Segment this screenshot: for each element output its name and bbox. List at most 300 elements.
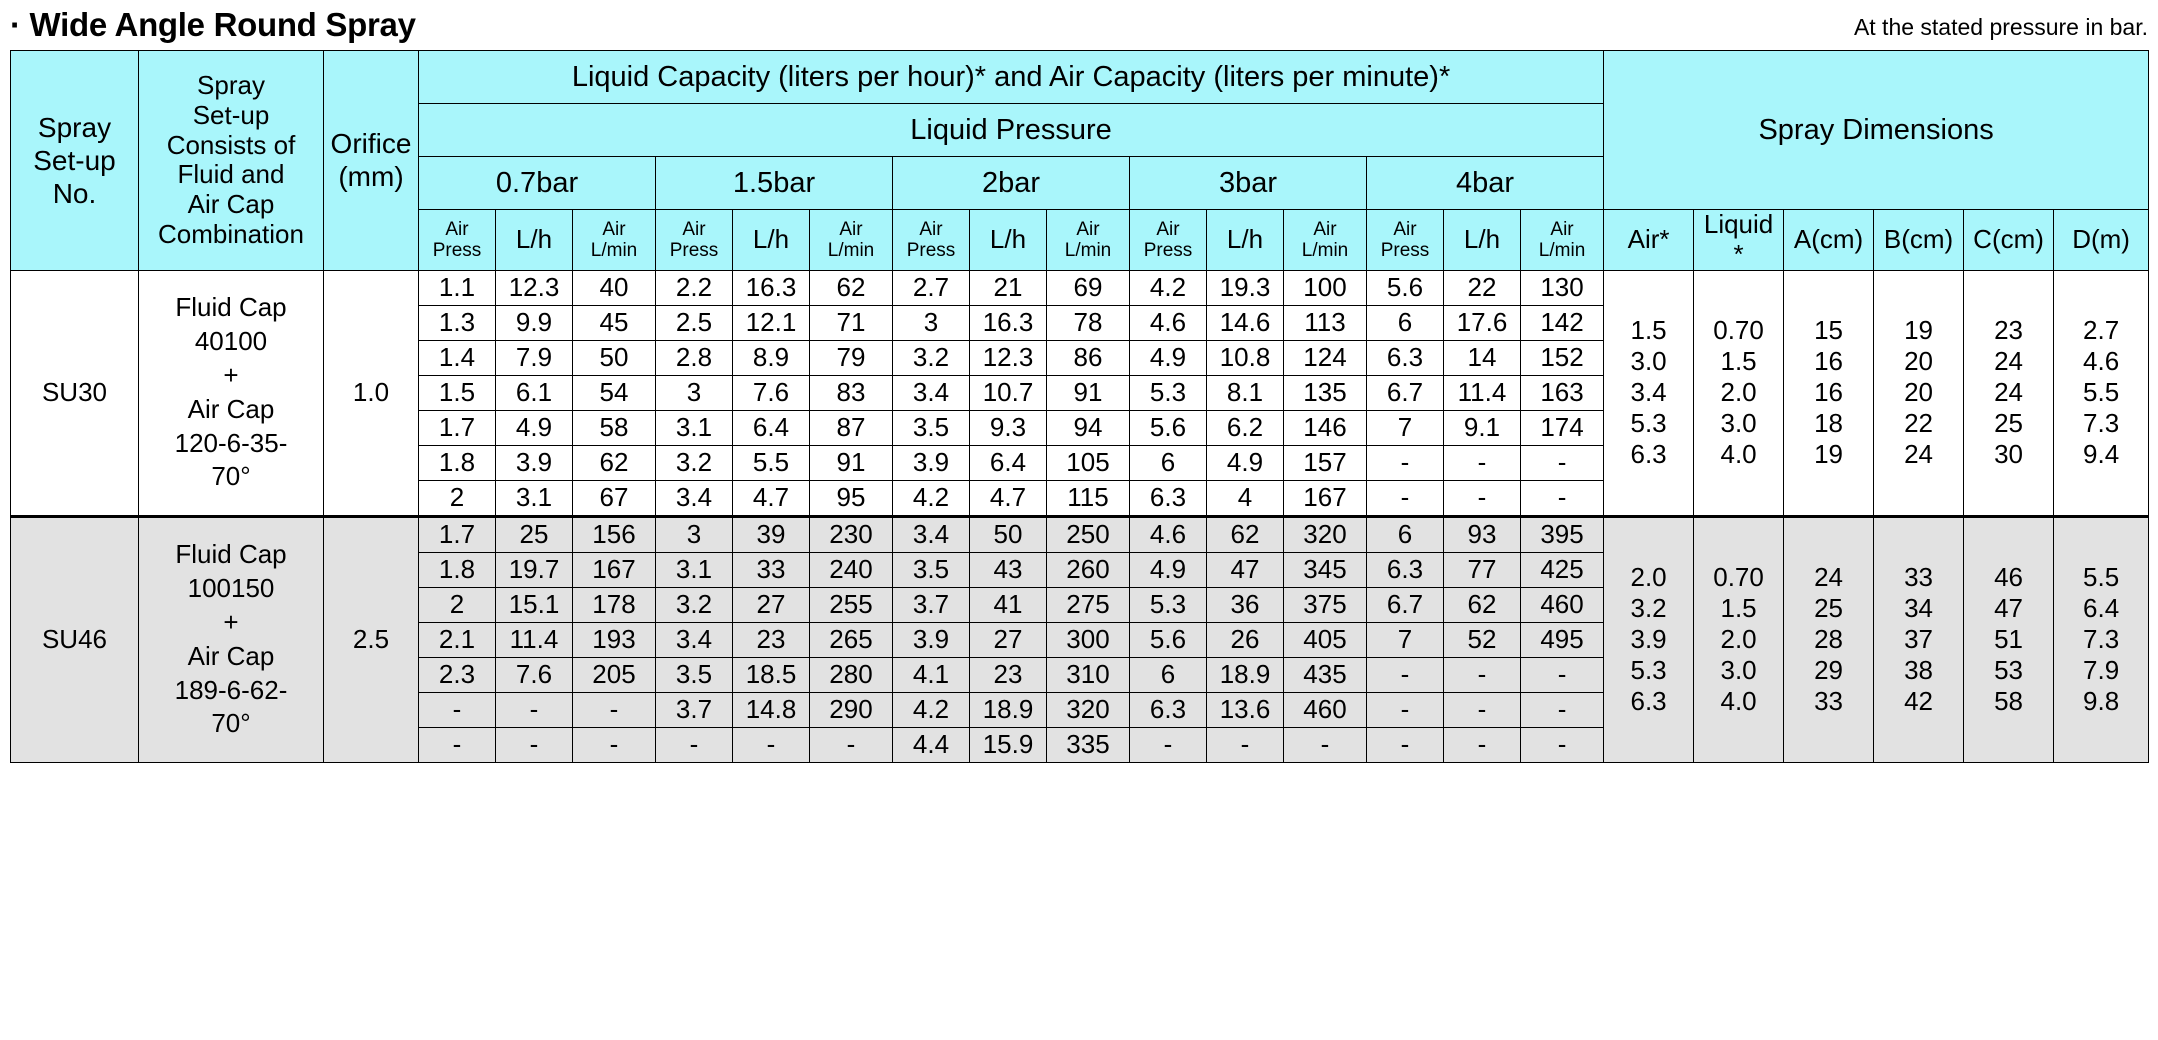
header-dim-liquid — [1694, 210, 1784, 271]
cell-value: - — [1367, 657, 1444, 692]
header-line: Orifice — [330, 128, 412, 160]
cell-value: 45 — [573, 305, 656, 340]
cell-value: - — [1367, 692, 1444, 727]
cell-value: - — [1367, 727, 1444, 762]
dim-line: 7.3 — [2083, 408, 2120, 439]
cell-orifice: 1.0 — [324, 270, 419, 516]
dim-line: 58 — [1994, 686, 2024, 717]
cell-value: 6.4 — [733, 410, 810, 445]
cell-value: 1.5 — [419, 375, 496, 410]
header-line: * — [1733, 238, 1744, 269]
combo-line: + — [223, 359, 239, 390]
cell-dim-b-col — [1874, 516, 1964, 762]
cell-value: 105 — [1047, 445, 1130, 480]
cell-value: 50 — [573, 340, 656, 375]
cell-value: 6 — [1130, 445, 1207, 480]
header-air-lmin — [1047, 210, 1130, 271]
cell-value: 8.9 — [733, 340, 810, 375]
cell-value: 6.3 — [1367, 552, 1444, 587]
cell-value: 18.9 — [970, 692, 1047, 727]
dim-line: 0.70 — [1713, 562, 1764, 593]
cell-value: 320 — [1284, 516, 1367, 552]
header-dim-d: D(m) — [2054, 210, 2149, 271]
cell-value: 100 — [1284, 270, 1367, 305]
dim-line: 46 — [1994, 562, 2024, 593]
header-row — [10, 6, 2148, 44]
combo-line: Fluid Cap — [175, 539, 287, 570]
dim-line: 4.0 — [1720, 439, 1757, 470]
cell-value: 435 — [1284, 657, 1367, 692]
cell-value: 146 — [1284, 410, 1367, 445]
header-line: No. — [52, 177, 97, 209]
cell-value: 1.8 — [419, 552, 496, 587]
header-line: Air — [682, 218, 706, 240]
header-lh: L/h — [970, 210, 1047, 271]
cell-setup-no: SU30 — [11, 270, 139, 516]
header-line: (mm) — [338, 161, 404, 193]
cell-value: 4.7 — [733, 480, 810, 516]
cell-value: 5.6 — [1130, 622, 1207, 657]
cell-value: 62 — [810, 270, 893, 305]
cell-value: 6.3 — [1367, 340, 1444, 375]
cell-value: 3.1 — [496, 480, 573, 516]
dim-line: 2.0 — [1720, 624, 1757, 655]
dim-line: 1.5 — [1720, 593, 1757, 624]
header-line: Press — [1380, 239, 1430, 261]
dim-line: 19 — [1904, 315, 1934, 346]
cell-dim-c-col — [1964, 270, 2054, 516]
dim-line: 2.0 — [1720, 377, 1757, 408]
dim-line: 24 — [1904, 439, 1934, 470]
dim-line: 3.2 — [1630, 593, 1667, 624]
dim-line: 5.5 — [2083, 562, 2120, 593]
cell-value: - — [496, 727, 573, 762]
cell-value: 3.9 — [893, 445, 970, 480]
header-dim-b: B(cm) — [1874, 210, 1964, 271]
cell-value: 495 — [1521, 622, 1604, 657]
cell-value: 14.6 — [1207, 305, 1284, 340]
header-row-1 — [11, 51, 2149, 104]
cell-value: 460 — [1521, 587, 1604, 622]
cell-value: 130 — [1521, 270, 1604, 305]
cell-value: 27 — [733, 587, 810, 622]
cell-value: 6.3 — [1130, 692, 1207, 727]
cell-value: 62 — [1207, 516, 1284, 552]
cell-value: 3 — [656, 375, 733, 410]
dim-line: 15 — [1814, 315, 1844, 346]
cell-value: 5.6 — [1130, 410, 1207, 445]
dim-line: 24 — [1994, 346, 2024, 377]
cell-value: - — [1521, 445, 1604, 480]
spray-specification-table — [10, 50, 2149, 763]
header-line: Press — [1143, 239, 1193, 261]
cell-value: 275 — [1047, 587, 1130, 622]
cell-value: 62 — [1444, 587, 1521, 622]
cell-value: 3.4 — [656, 480, 733, 516]
cell-value: 9.9 — [496, 305, 573, 340]
header-line: L/min — [827, 239, 875, 261]
dim-line: 29 — [1814, 655, 1844, 686]
cell-value: 9.1 — [1444, 410, 1521, 445]
header-combination — [139, 51, 324, 271]
cell-dim-liquid-col — [1694, 516, 1784, 762]
cell-value: - — [496, 692, 573, 727]
cell-value: 3.4 — [893, 375, 970, 410]
cell-value: 25 — [496, 516, 573, 552]
cell-value: - — [1444, 727, 1521, 762]
dim-line: 53 — [1994, 655, 2024, 686]
cell-value: 78 — [1047, 305, 1130, 340]
cell-value: 12.1 — [733, 305, 810, 340]
cell-value: 91 — [810, 445, 893, 480]
cell-value: 2 — [419, 587, 496, 622]
cell-value: 1.7 — [419, 410, 496, 445]
cell-value: 22 — [1444, 270, 1521, 305]
cell-value: 6.3 — [1130, 480, 1207, 516]
cell-value: 4.9 — [1207, 445, 1284, 480]
header-line: L/min — [1064, 239, 1112, 261]
header-line: L/min — [1538, 239, 1586, 261]
cell-value: - — [419, 692, 496, 727]
cell-value: 79 — [810, 340, 893, 375]
header-line: Spray — [37, 111, 112, 143]
dim-line: 0.70 — [1713, 315, 1764, 346]
cell-value: 4.2 — [893, 480, 970, 516]
cell-value: 5.3 — [1130, 375, 1207, 410]
cell-value: - — [573, 692, 656, 727]
cell-value: 23 — [733, 622, 810, 657]
cell-value: 9.3 — [970, 410, 1047, 445]
dim-line: 30 — [1994, 439, 2024, 470]
dim-line: 20 — [1904, 346, 1934, 377]
dim-line: 7.3 — [2083, 624, 2120, 655]
header-pressure-3bar: 3bar — [1130, 157, 1367, 210]
cell-value: 280 — [810, 657, 893, 692]
cell-value: 4 — [1207, 480, 1284, 516]
cell-value: 265 — [810, 622, 893, 657]
header-air-press — [656, 210, 733, 271]
cell-value: 36 — [1207, 587, 1284, 622]
cell-value: - — [1367, 445, 1444, 480]
dim-line: 42 — [1904, 686, 1934, 717]
combo-line: 100150 — [187, 573, 275, 604]
header-air-press — [419, 210, 496, 271]
cell-value: 43 — [970, 552, 1047, 587]
cell-value: 115 — [1047, 480, 1130, 516]
cell-value: 2.1 — [419, 622, 496, 657]
cell-value: 11.4 — [1444, 375, 1521, 410]
header-dim-a: A(cm) — [1784, 210, 1874, 271]
cell-value: 5.5 — [733, 445, 810, 480]
cell-value: 4.6 — [1130, 516, 1207, 552]
cell-value: 3.9 — [496, 445, 573, 480]
cell-value: 6.1 — [496, 375, 573, 410]
cell-value: 4.9 — [496, 410, 573, 445]
cell-value: - — [810, 727, 893, 762]
cell-value: 156 — [573, 516, 656, 552]
cell-value: - — [1444, 692, 1521, 727]
header-line: Combination — [158, 219, 304, 250]
cell-value: 1.1 — [419, 270, 496, 305]
cell-value: 86 — [1047, 340, 1130, 375]
cell-value: 41 — [970, 587, 1047, 622]
cell-value: 2.8 — [656, 340, 733, 375]
header-orifice — [324, 51, 419, 271]
cell-value: - — [656, 727, 733, 762]
header-line: Air — [1076, 218, 1100, 240]
cell-value: - — [1284, 727, 1367, 762]
cell-value: 87 — [810, 410, 893, 445]
dim-line: 25 — [1994, 408, 2024, 439]
cell-value: 3.5 — [656, 657, 733, 692]
dim-line: 18 — [1814, 408, 1844, 439]
dim-line: 19 — [1814, 439, 1844, 470]
dim-line: 24 — [1994, 377, 2024, 408]
cell-value: 2.5 — [656, 305, 733, 340]
cell-value: 16.3 — [733, 270, 810, 305]
cell-value: 54 — [573, 375, 656, 410]
cell-value: 113 — [1284, 305, 1367, 340]
dim-line: 5.3 — [1630, 408, 1667, 439]
cell-value: 6.7 — [1367, 587, 1444, 622]
dim-line: 25 — [1814, 593, 1844, 624]
cell-value: 1.4 — [419, 340, 496, 375]
cell-value: 3.4 — [656, 622, 733, 657]
header-line: Press — [669, 239, 719, 261]
cell-value: 3.7 — [656, 692, 733, 727]
cell-value: 69 — [1047, 270, 1130, 305]
header-pressure-4bar: 4bar — [1367, 157, 1604, 210]
header-line: Air — [1550, 218, 1574, 240]
header-lh: L/h — [733, 210, 810, 271]
header-air-lmin — [1521, 210, 1604, 271]
cell-value: 62 — [573, 445, 656, 480]
cell-value: 3.4 — [893, 516, 970, 552]
cell-value: 1.8 — [419, 445, 496, 480]
cell-value: 58 — [573, 410, 656, 445]
cell-dim-air-col — [1604, 516, 1694, 762]
cell-value: 2.7 — [893, 270, 970, 305]
dim-line: 1.5 — [1630, 315, 1667, 346]
cell-value: 4.2 — [893, 692, 970, 727]
header-line: Air — [1156, 218, 1180, 240]
dim-line: 6.3 — [1630, 686, 1667, 717]
cell-value: 167 — [1284, 480, 1367, 516]
dim-line: 47 — [1994, 593, 2024, 624]
header-line: Air — [1313, 218, 1337, 240]
header-pressure-2bar: 2bar — [893, 157, 1130, 210]
dim-line: 5.5 — [2083, 377, 2120, 408]
header-line: Set-up — [192, 99, 270, 130]
cell-value: 52 — [1444, 622, 1521, 657]
cell-value: 4.6 — [1130, 305, 1207, 340]
cell-value: 240 — [810, 552, 893, 587]
dim-line: 4.0 — [1720, 686, 1757, 717]
header-air-lmin — [1284, 210, 1367, 271]
dim-line: 33 — [1904, 562, 1934, 593]
cell-value: 135 — [1284, 375, 1367, 410]
header-lh: L/h — [496, 210, 573, 271]
dim-line: 2.7 — [2083, 315, 2120, 346]
cell-value: 19.3 — [1207, 270, 1284, 305]
cell-value: 27 — [970, 622, 1047, 657]
cell-value: 19.7 — [496, 552, 573, 587]
dim-line: 22 — [1904, 408, 1934, 439]
cell-value: 10.7 — [970, 375, 1047, 410]
cell-value: 33 — [733, 552, 810, 587]
cell-value: - — [573, 727, 656, 762]
combo-line: 40100 — [194, 326, 268, 357]
cell-value: 6.2 — [1207, 410, 1284, 445]
header-line: Press — [432, 239, 482, 261]
cell-value: 6 — [1367, 305, 1444, 340]
combo-line: Fluid Cap — [175, 292, 287, 323]
cell-value: 205 — [573, 657, 656, 692]
header-pressure-1-5bar: 1.5bar — [656, 157, 893, 210]
table-header — [11, 51, 2149, 271]
cell-value: 250 — [1047, 516, 1130, 552]
header-dim-c: C(cm) — [1964, 210, 2054, 271]
cell-value: 3.2 — [656, 445, 733, 480]
header-line: Air — [1393, 218, 1417, 240]
cell-value: 2.3 — [419, 657, 496, 692]
dim-line: 6.3 — [1630, 439, 1667, 470]
dim-line: 3.4 — [1630, 377, 1667, 408]
cell-value: - — [1207, 727, 1284, 762]
dim-line: 3.0 — [1720, 408, 1757, 439]
cell-value: 167 — [573, 552, 656, 587]
header-dim-air: Air* — [1604, 210, 1694, 271]
dim-line: 3.0 — [1630, 346, 1667, 377]
cell-value: 3.2 — [893, 340, 970, 375]
cell-value: 3.2 — [656, 587, 733, 622]
dim-line: 28 — [1814, 624, 1844, 655]
dim-line: 16 — [1814, 346, 1844, 377]
cell-value: 193 — [573, 622, 656, 657]
cell-value: - — [1521, 692, 1604, 727]
cell-value: 4.9 — [1130, 340, 1207, 375]
combo-line: + — [223, 606, 239, 637]
header-air-press — [1367, 210, 1444, 271]
cell-value: 460 — [1284, 692, 1367, 727]
cell-value: 18.9 — [1207, 657, 1284, 692]
cell-setup-no: SU46 — [11, 516, 139, 762]
cell-value: 320 — [1047, 692, 1130, 727]
header-air-lmin — [573, 210, 656, 271]
cell-value: 39 — [733, 516, 810, 552]
header-lh: L/h — [1207, 210, 1284, 271]
combo-line: 189-6-62- — [174, 674, 288, 705]
header-line: Air — [602, 218, 626, 240]
dim-line: 51 — [1994, 624, 2024, 655]
cell-value: 83 — [810, 375, 893, 410]
cell-value: 3.1 — [656, 410, 733, 445]
cell-value: 5.6 — [1367, 270, 1444, 305]
cell-value: 3 — [893, 305, 970, 340]
cell-value: 2.2 — [656, 270, 733, 305]
cell-value: 71 — [810, 305, 893, 340]
cell-value: 40 — [573, 270, 656, 305]
cell-value: 47 — [1207, 552, 1284, 587]
header-group-dimensions: Spray Dimensions — [1604, 51, 2149, 210]
header-air-lmin — [810, 210, 893, 271]
header-pressure-0-7bar: 0.7bar — [419, 157, 656, 210]
header-line: Consists of — [166, 129, 296, 160]
dim-line: 16 — [1814, 377, 1844, 408]
combo-line: Air Cap — [187, 640, 275, 671]
header-line: Air — [919, 218, 943, 240]
cell-value: 6.7 — [1367, 375, 1444, 410]
dim-line: 20 — [1904, 377, 1934, 408]
cell-value: - — [733, 727, 810, 762]
cell-dim-liquid-col — [1694, 270, 1784, 516]
header-line: Liquid — [1703, 209, 1774, 239]
cell-dim-a-col — [1784, 516, 1874, 762]
dim-line: 4.6 — [2083, 346, 2120, 377]
dim-line: 37 — [1904, 624, 1934, 655]
cell-value: 11.4 — [496, 622, 573, 657]
cell-value: 15.9 — [970, 727, 1047, 762]
cell-value: - — [1444, 445, 1521, 480]
dim-line: 23 — [1994, 315, 2024, 346]
cell-value: - — [1521, 480, 1604, 516]
cell-value: 1.3 — [419, 305, 496, 340]
cell-value: 16.3 — [970, 305, 1047, 340]
cell-value: 230 — [810, 516, 893, 552]
cell-value: 6 — [1367, 516, 1444, 552]
cell-value: 1.7 — [419, 516, 496, 552]
header-air-press — [893, 210, 970, 271]
cell-value: 7.6 — [496, 657, 573, 692]
header-spray-setup-no — [11, 51, 139, 271]
cell-value: 300 — [1047, 622, 1130, 657]
header-line: L/min — [590, 239, 638, 261]
cell-value: 21 — [970, 270, 1047, 305]
cell-value: 14 — [1444, 340, 1521, 375]
cell-value: 157 — [1284, 445, 1367, 480]
header-lh: L/h — [1444, 210, 1521, 271]
cell-value: 4.4 — [893, 727, 970, 762]
cell-value: 50 — [970, 516, 1047, 552]
cell-value: 425 — [1521, 552, 1604, 587]
cell-value: 23 — [970, 657, 1047, 692]
dim-line: 38 — [1904, 655, 1934, 686]
cell-value: 17.6 — [1444, 305, 1521, 340]
cell-value: 163 — [1521, 375, 1604, 410]
combo-line: 70° — [211, 708, 251, 739]
cell-value: 14.8 — [733, 692, 810, 727]
dim-line: 33 — [1814, 686, 1844, 717]
cell-value: 12.3 — [496, 270, 573, 305]
cell-value: 3.7 — [893, 587, 970, 622]
cell-value: 5.3 — [1130, 587, 1207, 622]
pressure-note: At the stated pressure in bar. — [1853, 14, 2148, 40]
cell-value: 7 — [1367, 410, 1444, 445]
header-group-liquid-pressure: Liquid Pressure — [419, 104, 1604, 157]
cell-value: 4.1 — [893, 657, 970, 692]
dim-line: 6.4 — [2083, 593, 2120, 624]
cell-value: 124 — [1284, 340, 1367, 375]
cell-value: 91 — [1047, 375, 1130, 410]
dim-line: 3.0 — [1720, 655, 1757, 686]
cell-value: 7.6 — [733, 375, 810, 410]
dim-line: 24 — [1814, 562, 1844, 593]
cell-value: 13.6 — [1207, 692, 1284, 727]
cell-value: 395 — [1521, 516, 1604, 552]
header-air-press — [1130, 210, 1207, 271]
header-line: Fluid and — [177, 159, 285, 190]
cell-dim-air-col — [1604, 270, 1694, 516]
